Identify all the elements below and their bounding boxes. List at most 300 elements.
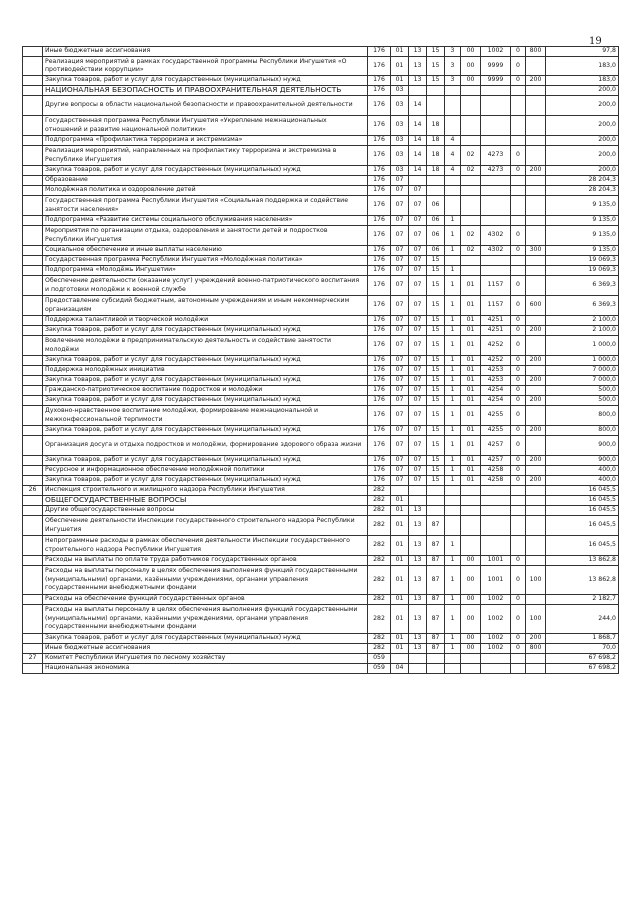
event-code xyxy=(461,486,481,496)
expense-type-code xyxy=(526,186,546,196)
program-code: 15 xyxy=(427,336,445,356)
subprogram-code xyxy=(445,664,461,674)
expense-name: Вовлечение молодёжи в предпринимательскую деятельность и содействие занятости молодёжи xyxy=(43,336,368,356)
row-number xyxy=(23,326,43,336)
expense-name: Закупка товаров, работ и услуг для государственных (муниципальных) нужд xyxy=(43,166,368,176)
row-number xyxy=(23,336,43,356)
table-row xyxy=(23,96,619,116)
event-code: 00 xyxy=(461,57,481,76)
ministry-code: 059 xyxy=(368,654,391,664)
subprogram-code xyxy=(445,654,461,664)
amount: 200,0 xyxy=(546,136,619,146)
expense-type-code xyxy=(526,595,546,605)
section-code: 07 xyxy=(391,366,409,376)
direction-code: 4252 xyxy=(481,356,511,366)
table-row xyxy=(23,256,619,266)
amount: 16 045,5 xyxy=(546,536,619,556)
row-number xyxy=(23,86,43,96)
expense-type-code: 200 xyxy=(526,396,546,406)
subprogram-code: 3 xyxy=(445,47,461,57)
section-code: 01 xyxy=(391,496,409,506)
event-code: 02 xyxy=(461,226,481,246)
amount: 9 135,0 xyxy=(546,246,619,256)
extra-code: 0 xyxy=(511,326,526,336)
subprogram-code: 1 xyxy=(445,536,461,556)
event-code: 00 xyxy=(461,634,481,644)
expense-type-code: 200 xyxy=(526,166,546,176)
program-code: 15 xyxy=(427,76,445,86)
section-code: 01 xyxy=(391,76,409,86)
subsection-code: 07 xyxy=(409,296,427,316)
extra-code xyxy=(511,176,526,186)
subprogram-code xyxy=(445,176,461,186)
subprogram-code xyxy=(445,486,461,496)
extra-code: 0 xyxy=(511,436,526,456)
direction-code xyxy=(481,664,511,674)
expense-type-code xyxy=(526,176,546,186)
subsection-code: 13 xyxy=(409,76,427,86)
extra-code: 0 xyxy=(511,595,526,605)
section-code: 01 xyxy=(391,506,409,516)
expense-type-code xyxy=(526,536,546,556)
extra-code: 0 xyxy=(511,456,526,466)
table-row xyxy=(23,566,619,595)
extra-code xyxy=(511,136,526,146)
table-row xyxy=(23,216,619,226)
row-number xyxy=(23,466,43,476)
subprogram-code: 1 xyxy=(445,226,461,246)
section-code: 01 xyxy=(391,536,409,556)
program-code: 06 xyxy=(427,226,445,246)
direction-code xyxy=(481,216,511,226)
subsection-code: 07 xyxy=(409,226,427,246)
expense-type-code: 200 xyxy=(526,476,546,486)
section-code: 07 xyxy=(391,186,409,196)
program-code: 18 xyxy=(427,166,445,176)
row-number xyxy=(23,386,43,396)
subprogram-code xyxy=(445,196,461,216)
expense-name: Реализация мероприятий, направленных на профилактику терроризма и экстремизма в Республике Ингушетия xyxy=(43,146,368,166)
program-code: 87 xyxy=(427,595,445,605)
program-code: 15 xyxy=(427,256,445,266)
program-code: 15 xyxy=(427,396,445,406)
expense-type-code xyxy=(526,57,546,76)
subsection-code: 07 xyxy=(409,466,427,476)
subprogram-code: 1 xyxy=(445,336,461,356)
direction-code xyxy=(481,506,511,516)
expense-type-code xyxy=(526,276,546,296)
row-number xyxy=(23,634,43,644)
row-number xyxy=(23,396,43,406)
table-row xyxy=(23,654,619,664)
expense-name: Другие общегосударственные вопросы xyxy=(43,506,368,516)
amount: 28 204,3 xyxy=(546,176,619,186)
budget-rows xyxy=(23,47,619,674)
table-row xyxy=(23,186,619,196)
subsection-code: 07 xyxy=(409,216,427,226)
direction-code: 4258 xyxy=(481,476,511,486)
extra-code xyxy=(511,186,526,196)
expense-type-code xyxy=(526,496,546,506)
amount: 900,0 xyxy=(546,456,619,466)
table-row xyxy=(23,166,619,176)
extra-code xyxy=(511,266,526,276)
program-code xyxy=(427,96,445,116)
table-row xyxy=(23,664,619,674)
expense-name: Государственная программа Республики Ингушетия «Молодёжная политика» xyxy=(43,256,368,266)
event-code: 00 xyxy=(461,605,481,634)
program-code: 15 xyxy=(427,356,445,366)
extra-code: 0 xyxy=(511,296,526,316)
event-code: 01 xyxy=(461,426,481,436)
program-code: 87 xyxy=(427,605,445,634)
ministry-code: 176 xyxy=(368,326,391,336)
subprogram-code: 1 xyxy=(445,566,461,595)
extra-code xyxy=(511,216,526,226)
table-row xyxy=(23,516,619,536)
subprogram-code: 1 xyxy=(445,605,461,634)
expense-name: Мероприятия по организации отдыха, оздоровления и занятости детей и подростков Республики Ингушетия xyxy=(43,226,368,246)
row-number xyxy=(23,246,43,256)
ministry-code: 282 xyxy=(368,566,391,595)
extra-code xyxy=(511,116,526,136)
direction-code xyxy=(481,654,511,664)
direction-code: 4255 xyxy=(481,406,511,426)
expense-type-code xyxy=(526,86,546,96)
expense-name: Подпрограмма «Профилактика терроризма и экстремизма» xyxy=(43,136,368,146)
subprogram-code: 4 xyxy=(445,146,461,166)
subsection-code: 13 xyxy=(409,47,427,57)
section-code: 07 xyxy=(391,266,409,276)
section-code: 07 xyxy=(391,246,409,256)
expense-name: Комитет Республики Ингушетия по лесному хозяйству xyxy=(43,654,368,664)
direction-code: 4255 xyxy=(481,426,511,436)
ministry-code: 176 xyxy=(368,96,391,116)
row-number xyxy=(23,664,43,674)
row-number xyxy=(23,166,43,176)
subsection-code: 14 xyxy=(409,146,427,166)
amount: 1 000,0 xyxy=(546,336,619,356)
subprogram-code xyxy=(445,116,461,136)
table-row xyxy=(23,376,619,386)
extra-code xyxy=(511,516,526,536)
table-row xyxy=(23,506,619,516)
extra-code: 0 xyxy=(511,146,526,166)
extra-code: 0 xyxy=(511,566,526,595)
expense-type-code xyxy=(526,556,546,566)
extra-code xyxy=(511,664,526,674)
expense-name: Закупка товаров, работ и услуг для государственных (муниципальных) нужд xyxy=(43,326,368,336)
row-number xyxy=(23,76,43,86)
direction-code xyxy=(481,516,511,536)
subprogram-code xyxy=(445,256,461,266)
amount: 19 069,3 xyxy=(546,266,619,276)
program-code: 15 xyxy=(427,456,445,466)
event-code: 00 xyxy=(461,556,481,566)
subprogram-code: 1 xyxy=(445,356,461,366)
direction-code: 9999 xyxy=(481,57,511,76)
extra-code: 0 xyxy=(511,76,526,86)
amount: 70,0 xyxy=(546,644,619,654)
subprogram-code: 4 xyxy=(445,166,461,176)
program-code: 15 xyxy=(427,316,445,326)
section-code: 01 xyxy=(391,556,409,566)
section-code xyxy=(391,654,409,664)
direction-code: 1002 xyxy=(481,595,511,605)
direction-code xyxy=(481,86,511,96)
extra-code: 0 xyxy=(511,356,526,366)
table-row xyxy=(23,57,619,76)
section-code: 07 xyxy=(391,196,409,216)
section-code: 03 xyxy=(391,146,409,166)
event-code xyxy=(461,536,481,556)
ministry-code: 176 xyxy=(368,57,391,76)
budget-table xyxy=(22,46,619,674)
ministry-code: 176 xyxy=(368,426,391,436)
expense-type-code xyxy=(526,486,546,496)
amount: 800,0 xyxy=(546,426,619,436)
amount: 200,0 xyxy=(546,146,619,166)
expense-type-code xyxy=(526,506,546,516)
row-number xyxy=(23,536,43,556)
table-row xyxy=(23,386,619,396)
expense-name: Иные бюджетные ассигнования xyxy=(43,644,368,654)
ministry-code: 176 xyxy=(368,456,391,466)
ministry-code: 176 xyxy=(368,336,391,356)
expense-name: Расходы на выплаты по оплате труда работников государственных органов xyxy=(43,556,368,566)
amount: 500,0 xyxy=(546,386,619,396)
table-row xyxy=(23,246,619,256)
ministry-code: 176 xyxy=(368,266,391,276)
table-row xyxy=(23,536,619,556)
expense-type-code: 100 xyxy=(526,566,546,595)
expense-type-code xyxy=(526,316,546,326)
ministry-code: 176 xyxy=(368,356,391,366)
section-code: 03 xyxy=(391,86,409,96)
expense-name: Гражданско-патриотическое воспитание подростков и молодёжи xyxy=(43,386,368,396)
event-code: 01 xyxy=(461,396,481,406)
subsection-code: 13 xyxy=(409,595,427,605)
event-code: 02 xyxy=(461,166,481,176)
amount: 67 698,2 xyxy=(546,654,619,664)
subprogram-code: 1 xyxy=(445,216,461,226)
expense-name: Другие вопросы в области национальной безопасности и правоохранительной деятельности xyxy=(43,96,368,116)
subsection-code: 13 xyxy=(409,556,427,566)
subsection-code: 07 xyxy=(409,396,427,406)
subsection-code: 07 xyxy=(409,456,427,466)
direction-code: 1002 xyxy=(481,634,511,644)
table-row xyxy=(23,76,619,86)
row-number xyxy=(23,406,43,426)
program-code: 15 xyxy=(427,366,445,376)
section-code: 01 xyxy=(391,595,409,605)
ministry-code: 176 xyxy=(368,186,391,196)
extra-code: 0 xyxy=(511,246,526,256)
expense-type-code xyxy=(526,386,546,396)
direction-code xyxy=(481,486,511,496)
section-code: 07 xyxy=(391,336,409,356)
ministry-code: 282 xyxy=(368,605,391,634)
row-number xyxy=(23,116,43,136)
event-code: 01 xyxy=(461,336,481,356)
row-number xyxy=(23,476,43,486)
expense-type-code xyxy=(526,266,546,276)
expense-type-code xyxy=(526,366,546,376)
expense-type-code xyxy=(526,116,546,136)
subprogram-code: 1 xyxy=(445,595,461,605)
event-code: 00 xyxy=(461,595,481,605)
program-code: 15 xyxy=(427,57,445,76)
amount: 400,0 xyxy=(546,476,619,486)
direction-code: 1157 xyxy=(481,276,511,296)
ministry-code: 176 xyxy=(368,47,391,57)
direction-code xyxy=(481,116,511,136)
program-code: 06 xyxy=(427,216,445,226)
extra-code: 0 xyxy=(511,605,526,634)
table-row xyxy=(23,366,619,376)
table-row xyxy=(23,556,619,566)
table-row xyxy=(23,396,619,406)
event-code xyxy=(461,664,481,674)
direction-code xyxy=(481,186,511,196)
event-code: 01 xyxy=(461,276,481,296)
expense-name: Ресурсное и информационное обеспечение молодёжной политики xyxy=(43,466,368,476)
event-code xyxy=(461,506,481,516)
section-code: 03 xyxy=(391,116,409,136)
extra-code xyxy=(511,496,526,506)
ministry-code: 176 xyxy=(368,196,391,216)
direction-code: 4254 xyxy=(481,396,511,406)
expense-type-code: 800 xyxy=(526,644,546,654)
event-code xyxy=(461,116,481,136)
subsection-code: 07 xyxy=(409,406,427,426)
direction-code xyxy=(481,176,511,186)
section-code: 01 xyxy=(391,605,409,634)
expense-name: Предоставление субсидий бюджетным, автономным учреждениям и иным некоммерческим организациям xyxy=(43,296,368,316)
amount: 16 045,5 xyxy=(546,496,619,506)
row-number xyxy=(23,644,43,654)
program-code: 15 xyxy=(427,266,445,276)
event-code xyxy=(461,136,481,146)
event-code xyxy=(461,654,481,664)
amount: 19 069,3 xyxy=(546,256,619,266)
subprogram-code: 1 xyxy=(445,386,461,396)
expense-type-code: 100 xyxy=(526,605,546,634)
extra-code xyxy=(511,536,526,556)
row-number xyxy=(23,556,43,566)
program-code: 87 xyxy=(427,634,445,644)
amount: 183,0 xyxy=(546,57,619,76)
subprogram-code: 1 xyxy=(445,326,461,336)
section-code: 07 xyxy=(391,466,409,476)
event-code: 01 xyxy=(461,476,481,486)
direction-code: 4257 xyxy=(481,456,511,466)
expense-type-code: 200 xyxy=(526,426,546,436)
direction-code: 4251 xyxy=(481,316,511,326)
expense-type-code xyxy=(526,436,546,456)
section-code xyxy=(391,486,409,496)
amount: 13 862,8 xyxy=(546,566,619,595)
event-code xyxy=(461,176,481,186)
extra-code: 0 xyxy=(511,556,526,566)
expense-name: Закупка товаров, работ и услуг для государственных (муниципальных) нужд xyxy=(43,76,368,86)
subsection-code: 14 xyxy=(409,136,427,146)
program-code: 15 xyxy=(427,47,445,57)
row-number xyxy=(23,605,43,634)
direction-code: 4258 xyxy=(481,466,511,476)
ministry-code: 176 xyxy=(368,366,391,376)
expense-type-code xyxy=(526,654,546,664)
subprogram-code xyxy=(445,506,461,516)
extra-code: 0 xyxy=(511,336,526,356)
expense-type-code: 800 xyxy=(526,47,546,57)
direction-code: 4253 xyxy=(481,376,511,386)
subsection-code: 07 xyxy=(409,266,427,276)
program-code: 15 xyxy=(427,326,445,336)
table-row xyxy=(23,426,619,436)
program-code xyxy=(427,664,445,674)
table-row xyxy=(23,456,619,466)
subprogram-code: 1 xyxy=(445,644,461,654)
section-code: 07 xyxy=(391,376,409,386)
event-code xyxy=(461,196,481,216)
subsection-code: 14 xyxy=(409,96,427,116)
expense-name: Государственная программа Республики Ингушетия «Социальная поддержка и содействие занятости населения» xyxy=(43,196,368,216)
ministry-code: 176 xyxy=(368,256,391,266)
section-code: 07 xyxy=(391,386,409,396)
event-code xyxy=(461,186,481,196)
expense-name: Подпрограмма «Молодёжь Ингушетии» xyxy=(43,266,368,276)
ministry-code: 176 xyxy=(368,246,391,256)
extra-code: 0 xyxy=(511,406,526,426)
expense-type-code: 200 xyxy=(526,326,546,336)
subsection-code xyxy=(409,496,427,506)
program-code: 15 xyxy=(427,276,445,296)
subprogram-code: 1 xyxy=(445,476,461,486)
section-code: 01 xyxy=(391,47,409,57)
amount: 800,0 xyxy=(546,406,619,426)
direction-code: 4257 xyxy=(481,436,511,456)
amount: 97,8 xyxy=(546,47,619,57)
ministry-code: 176 xyxy=(368,276,391,296)
ministry-code: 282 xyxy=(368,486,391,496)
expense-name: Государственная программа Республики Ингушетия «Укрепление межнациональных отношений и развитие национальной политики» xyxy=(43,116,368,136)
extra-code: 0 xyxy=(511,634,526,644)
extra-code xyxy=(511,256,526,266)
section-code: 07 xyxy=(391,216,409,226)
expense-type-code xyxy=(526,226,546,246)
ministry-code: 282 xyxy=(368,634,391,644)
expense-type-code xyxy=(526,664,546,674)
extra-code: 0 xyxy=(511,466,526,476)
event-code: 00 xyxy=(461,644,481,654)
expense-type-code xyxy=(526,96,546,116)
expense-name: Духовно-нравственное воспитание молодёжи, формирование межнациональной и межконфессиональной терпимости xyxy=(43,406,368,426)
row-number: 27 xyxy=(23,654,43,664)
extra-code: 0 xyxy=(511,396,526,406)
row-number xyxy=(23,256,43,266)
table-row xyxy=(23,486,619,496)
expense-name: Реализация мероприятий в рамках государственной программы Республики Ингушетия «О противодействии коррупции» xyxy=(43,57,368,76)
direction-code: 1002 xyxy=(481,605,511,634)
expense-name: Подпрограмма «Развитие системы социального обслуживания населения» xyxy=(43,216,368,226)
expense-name: Организация досуга и отдыха подростков и молодёжи, формирование здорового образа жизни xyxy=(43,436,368,456)
expense-name: Поддержка талантливой и творческой молодёжи xyxy=(43,316,368,326)
section-code: 07 xyxy=(391,326,409,336)
program-code: 18 xyxy=(427,116,445,136)
subsection-code: 13 xyxy=(409,506,427,516)
expense-name: Поддержка молодёжных инициатив xyxy=(43,366,368,376)
